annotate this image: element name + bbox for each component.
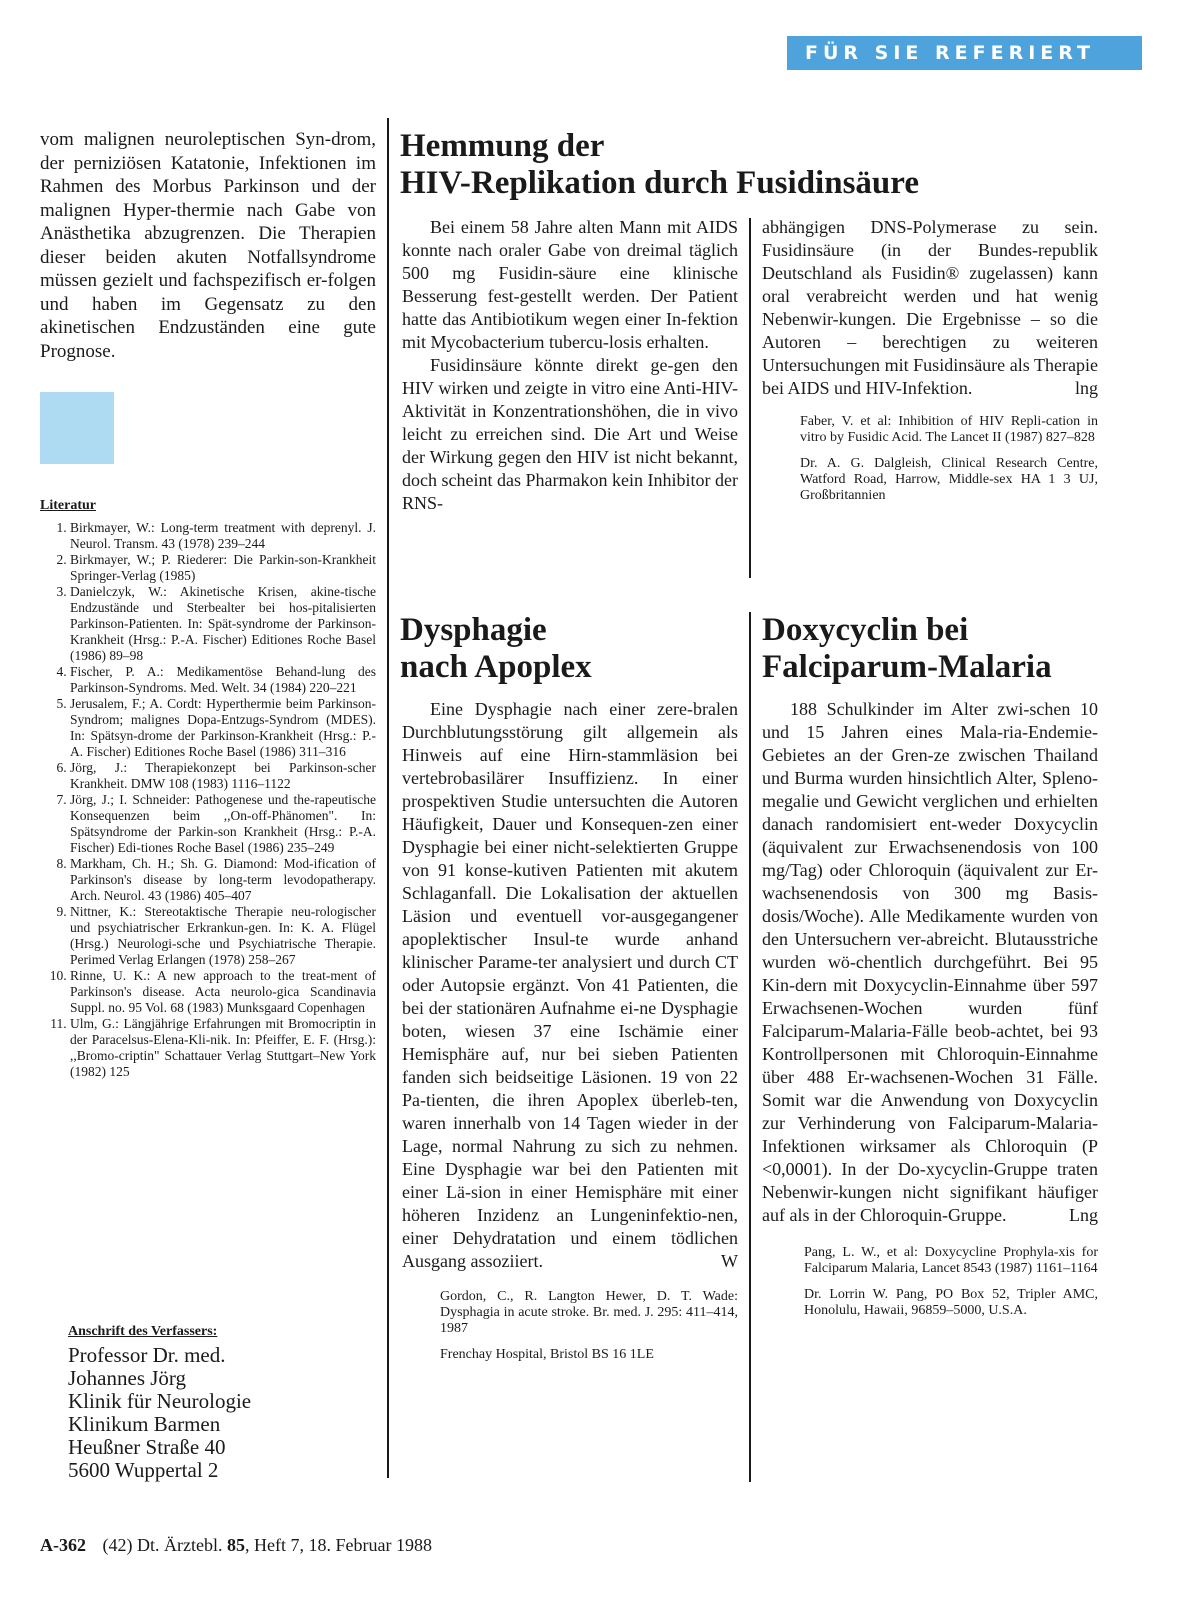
article-doxy-title-line2: Falciparum-Malaria [762,649,1052,685]
footer-page-number: A-362 [40,1535,86,1555]
article-hiv-signature: lng [1074,378,1098,398]
article-dysphagie-title-line2: nach Apoplex [400,649,592,685]
article-doxy-address: Dr. Lorrin W. Pang, PO Box 52, Tripler AMC, Honolulu, Hawaii, 96859–5000, U.S.A. [804,1287,1098,1318]
literature-item: 4. Fischer, P. A.: Medikamentöse Behand-lung des Parkinson-Syndroms. Med. Welt. 34 (1984) 220–221 [70,664,376,696]
article-dysphagie-address: Frenchay Hospital, Bristol BS 16 1LE [440,1347,654,1362]
article-hiv-col1 [402,216,738,515]
literature-item: 8. Markham, Ch. H.; Sh. G. Diamond: Mod-ification of Parkinson's disease by long-term levodopatherapy. Arch. Neurol. 43 (1986) 405–407 [70,856,376,904]
footer-volume: 85 [226,1535,245,1555]
article-hiv-title [400,128,1160,202]
footer-page-alt: (42) [102,1535,133,1555]
article-dysphagie-reference: Gordon, C., R. Langton Hewer, D. T. Wade: Dysphagia in acute stroke. Br. med. J. 295: 411–414, 1987 [440,1289,738,1336]
literature-item: 11. Ulm, G.: Längjährige Erfahrungen mit Bromocriptin in der Paracelsus-Elena-Kli-nik. In: Pfeiffer, E. F. (Hrsg.): ,,Bromo-criptin" Schattauer Verlag Stuttgart–New York (1982) 125 [70,1016,376,1080]
literature-item: 2. Birkmayer, W.; P. Riederer: Die Parkin-son-Krankheit Springer-Verlag (1985) [70,552,376,584]
article-doxy-title-line1: Doxycyclin bei [762,612,969,648]
article-dysphagie-title-line1: Dysphagie [400,612,547,648]
literature-list [40,520,376,1080]
article-hiv-para2: Fusidinsäure könnte direkt ge-gen den HIV wirken und zeigte in vitro eine Anti-HIV-Aktivität in Konzentrationshöhen, die in vivo leicht zu erreichen sind. Die Art und Weise der Wirkung gegen den HIV ist nicht bekannt, doch scheint das Pharmakon kein Inhibitor der RNS- [402,355,738,513]
author-address [68,1324,378,1482]
article-dysphagie-body [402,698,738,1363]
page-footer [40,1534,740,1556]
article-dysphagie-text-body: Eine Dysphagie nach einer zere-bralen Durchblutungsstörung gilt allgemein als Hinweis auf eine Hirn-stammläsion bei vertebrobasilärer Insuffizienz. In einer prospektiven Studie untersuchten die Autoren Häufigkeit, Dauer und Konsequen-zen einer Dysphagie bei einer nicht-selektierten Gruppe von 91 konse-kutiven Patienten mit akutem Schlaganfall. Die Lokalisation der aktuellen Läsion und eventuell vor-ausgegangener apoplektischer Insul-te wurde anhand klinischer Parame-ter analysiert und durch CT oder Autopsie ergänzt. Von 41 Patienten, die bei der stationären Aufnahme ei-ne Dysphagie boten, wiesen 37 eine Ischämie einer Hemisphäre auf, nur bei sieben Patienten fanden sich beidseitige Läsionen. 19 von 22 Pa-tienten, die ihren Apoplex überleb-ten, waren innerhalb von 14 Tagen wieder in der Lage, normal Nahrung zu sich zu nehmen. Eine Dysphagie war bei den Patienten mit einer Lä-sion in einer Hemisphäre mit einer höheren Inzidenz an Lungeninfektio-nen, einer Dehydratation und einem tödlichen Ausgang assoziiert. [402,699,738,1271]
literature-item: 10. Rinne, U. K.: A new approach to the treat-ment of Parkinson's disease. Acta neurolo-gica Scandinavia Suppl. no. 95 Vol. 68 (1983) Munksgaard Copenhagen [70,968,376,1016]
author-address-line: Heußner Straße 40 [68,1435,226,1459]
article-hiv-para3-text: abhängigen DNS-Polymerase zu sein. Fusidinsäure (in der Bundes-republik Deutschland als Fusidin® zugelassen) kann oral verabreicht werden und hat wenig Nebenwir-kungen. Die Ergebnisse – so die Autoren – berechtigen zu weiteren Untersuchungen mit Fusidinsäure als Therapie bei AIDS und HIV-Infektion. [762,217,1098,398]
column-divider-hiv [749,218,751,578]
author-address-line: 5600 Wuppertal 2 [68,1458,219,1482]
literature-item: 1. Birkmayer, W.: Long-term treatment with deprenyl. J. Neurol. Transm. 43 (1978) 239–244 [70,520,376,552]
footer-journal: Dt. Ärztebl. [137,1535,223,1555]
literature-title: Literatur [40,498,96,513]
article-hiv-para3 [762,216,1098,400]
literature-item: 5. Jerusalem, F.; A. Cordt: Hyperthermie beim Parkinson-Syndrom; malignes Dopa-Entzugs-Syndrom (MDES). In: Spätsyn-drome der Parkinson-Krankheit (Hrsg.: P.-A. Fischer) Editiones Roche Basel (1986) 311–316 [70,696,376,760]
section-banner: FÜR SIE REFERIERT [787,36,1142,70]
article-doxy-reference: Pang, L. W., et al: Doxycycline Prophyla-xis for Falciparum Malaria, Lancet 8543 (1987) 1161–1164 [804,1245,1098,1276]
author-address-title: Anschrift des Verfassers: [68,1324,218,1339]
article-doxy-text-body: 188 Schulkinder im Alter zwi-schen 10 und 15 Jahren eines Mala-ria-Endemie-Gebietes an der Gren-ze zwischen Thailand und Burma wurden hinsichtlich Alter, Spleno-megalie und Gewicht verglichen und erhielten danach randomisiert ent-weder Doxycyclin (äquivalent zur Erwachsenendosis von 100 mg/Tag) oder Chloroquin (äquivalent zur Er-wachsenendosis von 300 mg Basis-dosis/Woche). Alle Medikamente wurden von den Untersuchern ver-abreicht. Blutausstriche wurden wö-chentlich durchgeführt. Bei 95 Kin-dern mit Doxycyclin-Einnahme über 597 Erwachsenen-Wochen wurden fünf Falciparum-Malaria-Fälle beob-achtet, bei 93 Kontrollpersonen mit Chloroquin-Einnahme über 488 Er-wachsenen-Wochen 31 Fälle. Somit war die Anwendung von Doxycyclin zur Verhinderung von Falciparum-Malaria-Infektionen wirksamer als Chloroquin (P <0,0001). In der Do-xycyclin-Gruppe traten Nebenwir-kungen nicht signifikant häufiger auf als in der Chloroquin-Gruppe. [762,699,1098,1225]
article-hiv-title-line1: Hemmung der [400,128,605,164]
literature-item: 3. Danielczyk, W.: Akinetische Krisen, akine-tische Endzustände und Sterbealter bei hos-pitalisierten Parkinson-Patienten. In: Spät-syndrome der Parkinson-Krankheit (Hrsg.: P.-A. Fischer) Editiones Roche Basel (1986) 89–98 [70,584,376,664]
article-hiv-para1: Bei einem 58 Jahre alten Mann mit AIDS konnte nach oraler Gabe von dreimal täglich 500 mg Fusidin-säure eine klinische Besserung fest-gestellt werden. Der Patient hatte das Antibiotikum wegen einer In-fektion mit Mycobacterium tubercu-losis erhalten. [402,217,738,352]
author-address-line: Professor Dr. med. [68,1343,226,1367]
article-doxy-body [762,698,1098,1319]
literature-item: 7. Jörg, J.; I. Schneider: Pathogenese und the-rapeutische Konsequenzen beim ,,On-off-Phänomen". In: Spätsyndrome der Parkin-son Krankheit (Hrsg.: P.-A. Fischer) Edi-tiones Roche Basel (1986) 235–249 [70,792,376,856]
literature-item: 9. Nittner, K.: Stereotaktische Therapie neu-rologischer und psychiatrischer Erkrankun-gen. In: K. A. Flügel (Hrsg.) Neurologi-sche und Psychiatrische Therapie. Perimed Verlag Erlangen (1978) 258–267 [70,904,376,968]
decorative-blue-box [40,392,114,464]
article-hiv-col2 [762,216,1098,504]
article-dysphagie-signature: W [721,1251,738,1271]
intro-paragraph: vom malignen neuroleptischen Syn-drom, der perniziösen Katatonie, Infektionen im Rahmen des Morbus Parkinson und der malignen Hyper-thermie nach Gabe von Anästhetika abzugrenzen. Die Therapien dieser beiden akuten Notfallsyndrome müssen gezielt und fachspezifisch er-folgen und haben im Gegensatz zu den akinetischen Endzuständen eine gute Prognose. [40,129,376,362]
literature-section [40,498,376,1080]
author-address-line: Johannes Jörg [68,1366,187,1390]
article-doxy-signature: Lng [1069,1205,1098,1225]
literature-item: 6. Jörg, J.: Therapiekonzept bei Parkinson-scher Krankheit. DMW 108 (1983) 1116–1122 [70,760,376,792]
article-hiv-address: Dr. A. G. Dalgleish, Clinical Research Centre, Watford Road, Harrow, Middle-sex HA 1 3 UJ, Großbritannien [800,456,1098,503]
author-address-line: Klinik für Neurologie [68,1389,252,1413]
footer-issue: , Heft 7, 18. Februar 1988 [244,1535,432,1555]
article-doxy-title [762,612,1152,686]
article-dysphagie-title [400,612,740,686]
article-doxy-text [762,698,1098,1227]
article-dysphagie-text [402,698,738,1273]
article-hiv-reference: Faber, V. et al: Inhibition of HIV Repli-cation in vitro by Fusidic Acid. The Lancet II (1987) 827–828 [800,414,1098,445]
column-divider-left [387,118,389,1478]
author-address-line: Klinikum Barmen [68,1412,221,1436]
article-hiv-title-line2: HIV-Replikation durch Fusidinsäure [400,165,919,201]
column-divider-lower [749,612,751,1482]
